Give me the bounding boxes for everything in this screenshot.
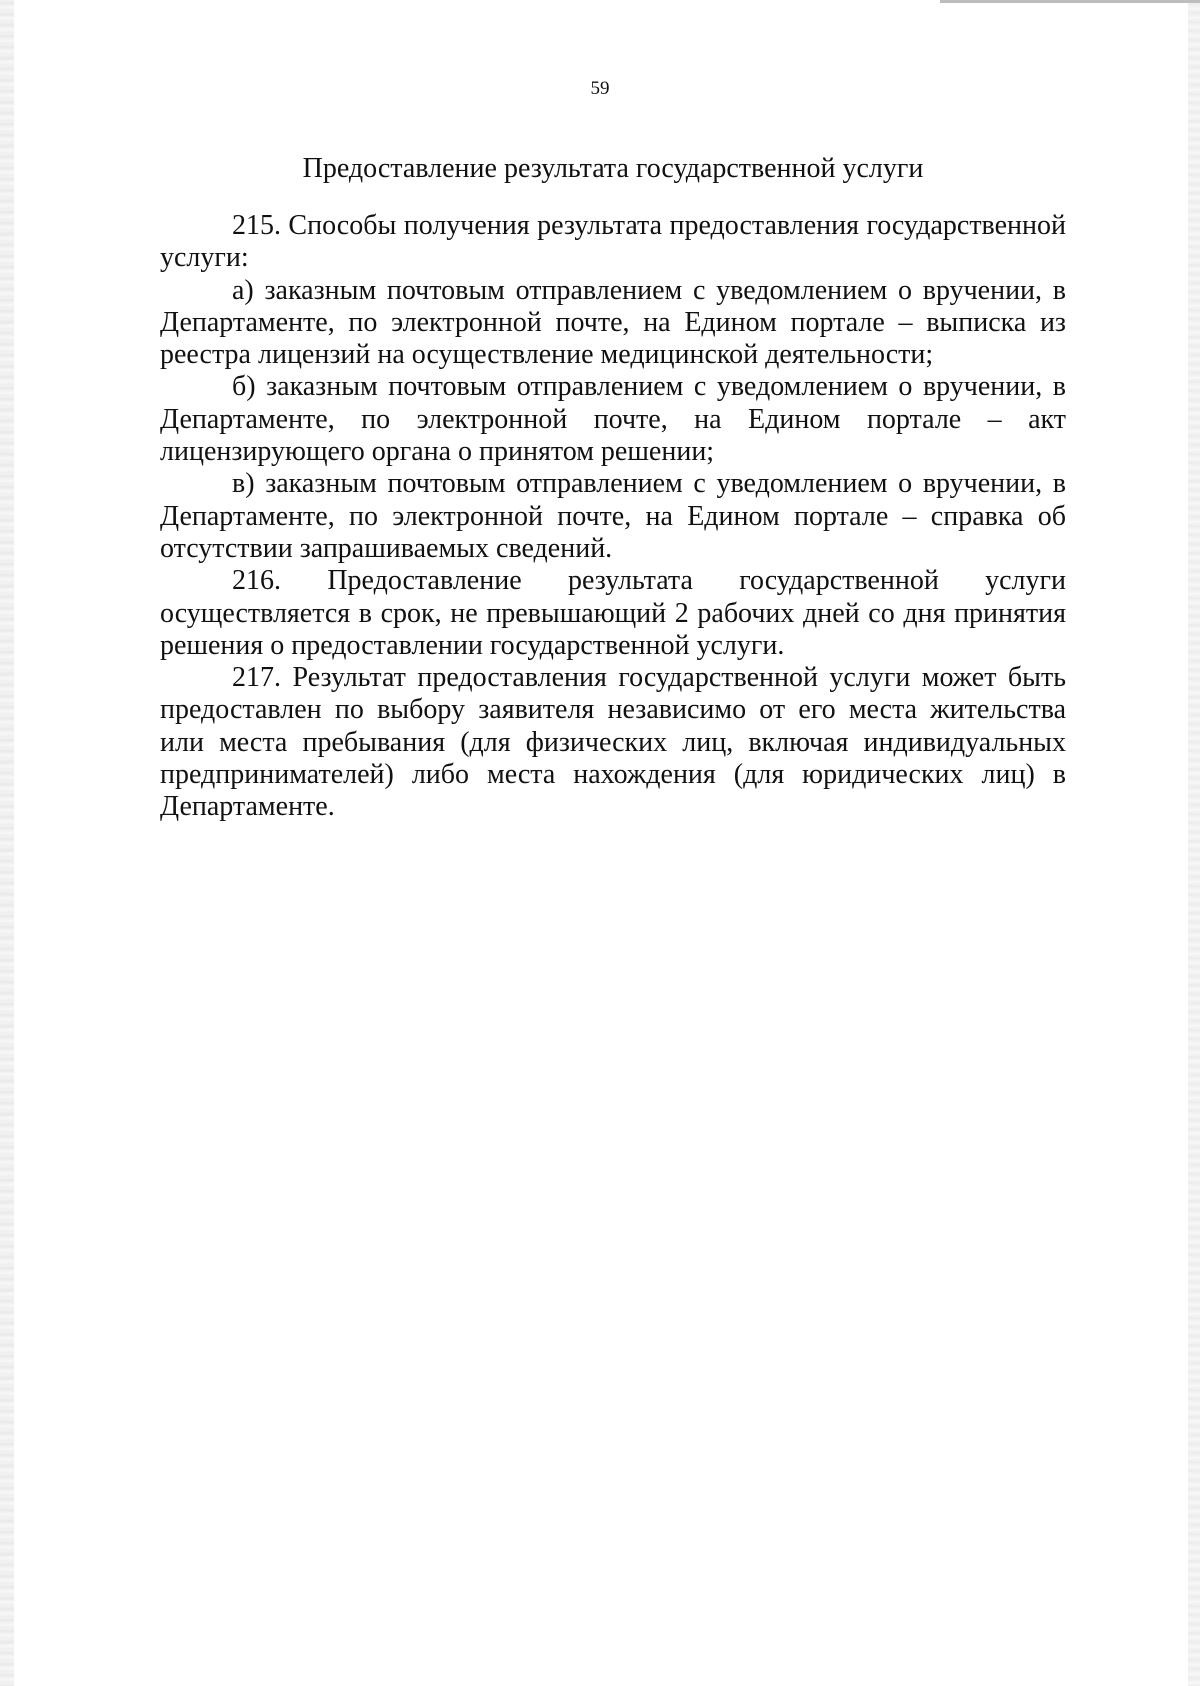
scan-edge-right <box>1188 0 1200 1686</box>
scan-edge-left <box>0 0 14 1686</box>
paragraph-216: 216. Предоставление результата государственной услуги осуществляется в срок, не превышающий 2 рабочих дней со дня принятия решения о предоставлении государственной услуги. <box>160 565 1066 661</box>
page-number: 59 <box>590 78 610 99</box>
paragraph-215: 215. Способы получения результата предоставления государственной услуги: <box>160 210 1066 274</box>
paragraph-215-v: в) заказным почтовым отправлением с уведомлением о вручении, в Департаменте, по электронной почте, на Едином портале – справка об отсутствии запрашиваемых сведений. <box>160 468 1066 564</box>
section-title: Предоставление результата государственной услуги <box>302 153 924 184</box>
paragraph-217: 217. Результат предоставления государственной услуги может быть предоставлен по выбору заявителя независимо от его места жительства или места пребывания (для физических лиц, включая индивидуальных предпринимателей) либо места нахождения (для юридических лиц) в Департаменте. <box>160 662 1066 823</box>
scan-edge-top <box>940 0 1200 3</box>
document-body <box>160 210 1066 824</box>
paragraph-215-a: а) заказным почтовым отправлением с уведомлением о вручении, в Департаменте, по электронной почте, на Едином портале – выписка из реестра лицензий на осуществление медицинской деятельности; <box>160 274 1066 371</box>
paragraph-215-b: б) заказным почтовым отправлением с уведомлением о вручении, в Департаменте, по электронной почте, на Едином портале – акт лицензирующего органа о принятом решении; <box>160 371 1066 468</box>
